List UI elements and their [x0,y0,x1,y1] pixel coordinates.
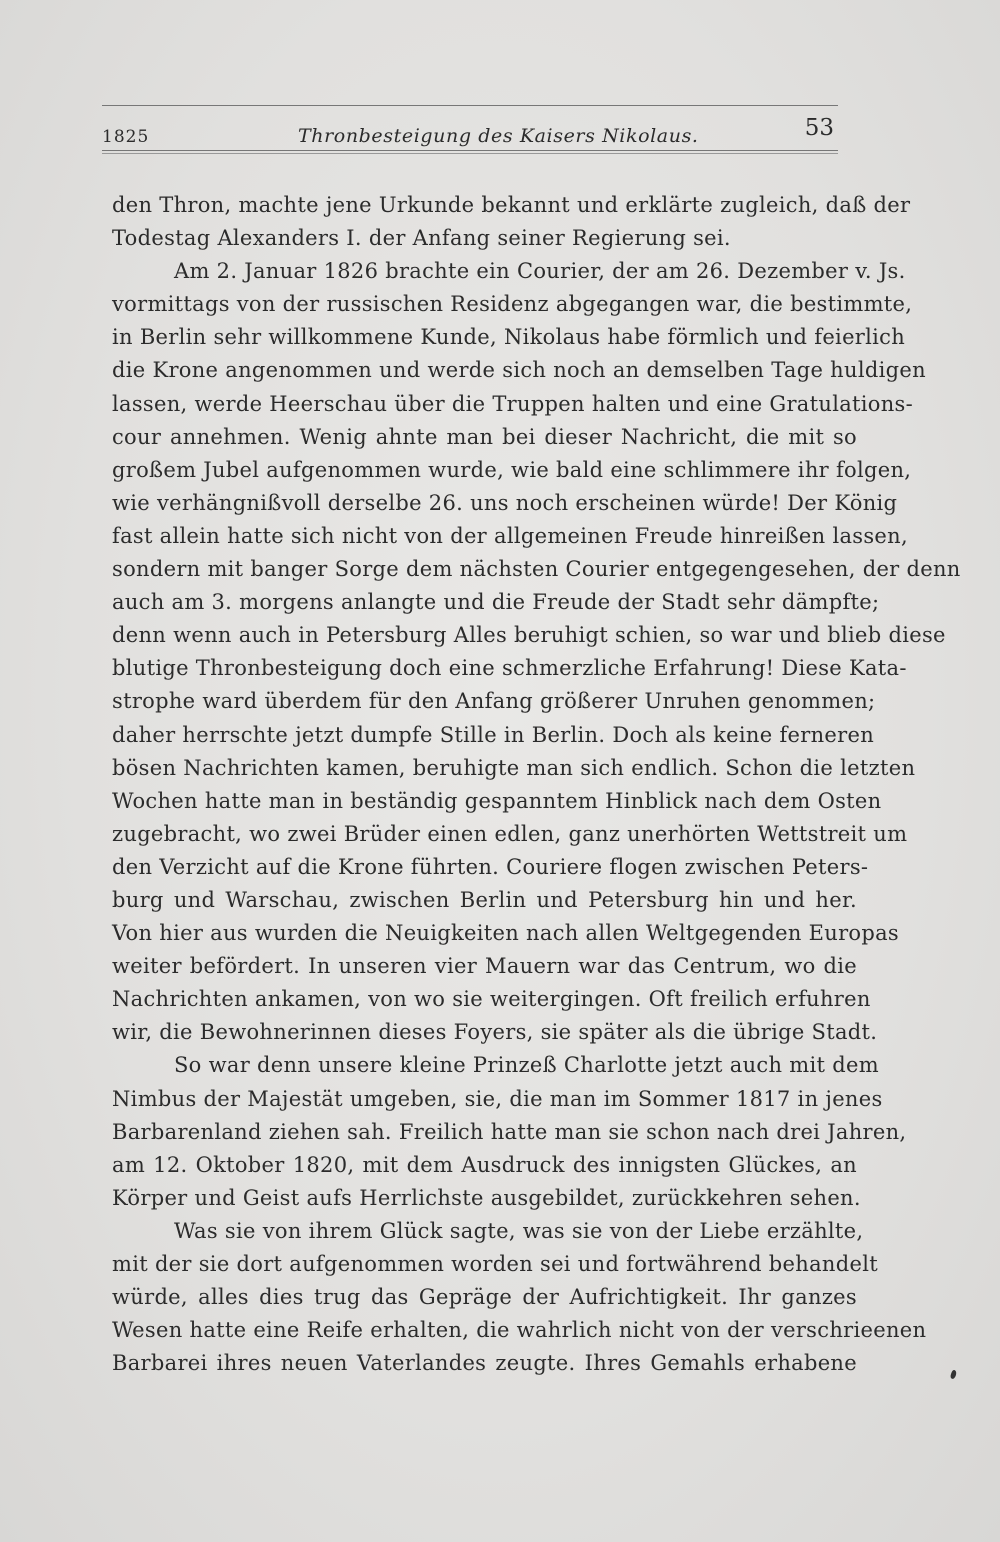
text-line: Am 2. Januar 1826 brachte ein Courier, der am 26. Dezember v. Js. [174,259,906,284]
text-line: wie verhängnißvoll derselbe 26. uns noch erscheinen würde! Der König [112,490,898,515]
text-line: burg und Warschau, zwischen Berlin und Petersburg hin und her. [112,887,857,912]
running-head [102,103,838,155]
text-line: weiter befördert. In unseren vier Mauern war das Centrum, wo die [112,954,857,979]
text-line: am 12. Oktober 1820, mit dem Ausdruck des innigsten Glückes, an [112,1152,857,1177]
text-line: strophe ward überdem für den Anfang größerer Unruhen genommen; [112,689,876,714]
text-line: die Krone angenommen und werde sich noch an demselben Tage huldigen [112,358,926,383]
text-line: auch am 3. morgens anlangte und die Freude der Stadt sehr dämpfte; [112,590,880,615]
header-rule-bottom-thin [102,153,838,154]
text-line: vormittags von der russischen Residenz abgegangen war, die bestimmte, [112,292,913,317]
text-line: Nachrichten ankamen, von wo sie weitergingen. Oft freilich erfuhren [112,987,871,1012]
header-rule-bottom [102,150,838,151]
text-line: denn wenn auch in Petersburg Alles beruhigt schien, so war und blieb diese [112,623,946,648]
text-line: So war denn unsere kleine Prinzeß Charlotte jetzt auch mit dem [174,1053,879,1078]
text-line: wir, die Bewohnerinnen dieses Foyers, sie später als die übrige Stadt. [112,1020,878,1045]
text-line: Wesen hatte eine Reife erhalten, die wahrlich nicht von der verschrieenen [112,1318,927,1343]
text-line: cour annehmen. Wenig ahnte man bei dieser Nachricht, die mit so [112,424,857,449]
text-line: den Thron, machte jene Urkunde bekannt und erklärte zugleich, daß der [112,193,911,217]
text-line: in Berlin sehr willkommene Kunde, Nikolaus habe förmlich und feierlich [112,325,906,350]
text-line: daher herrschte jetzt dumpfe Stille in Berlin. Doch als keine ferneren [112,722,875,747]
header-year: 1825 [102,127,150,147]
text-line: Von hier aus wurden die Neuigkeiten nach allen Weltgegenden Europas [112,921,900,946]
body-text [112,189,961,1380]
text-line: sondern mit banger Sorge dem nächsten Courier entgegengesehen, der denn [112,557,961,582]
text-line: Barbarenland ziehen sah. Freilich hatte man sie schon nach drei Jahren, [112,1119,907,1144]
ink-speck [950,1369,958,1379]
text-line: Wochen hatte man in beständig gespanntem Hinblick nach dem Osten [112,788,882,813]
text-line: blutige Thronbesteigung doch eine schmerzliche Erfahrung! Diese Kata- [112,656,907,681]
text-line: Barbarei ihres neuen Vaterlandes zeugte. Ihres Gemahls erhabene [112,1351,857,1376]
text-line: Todestag Alexanders I. der Anfang seiner Regierung sei. [112,226,731,251]
text-line: lassen, werde Heerschau über die Truppen halten und eine Gratulations- [112,391,914,416]
text-line: würde, alles dies trug das Gepräge der Aufrichtigkeit. Ihr ganzes [112,1285,857,1310]
page-number: 53 [804,115,834,141]
text-line: Körper und Geist aufs Herrlichste ausgebildet, zurückkehren sehen. [112,1185,861,1210]
header-rule-top [102,105,838,106]
text-line: bösen Nachrichten kamen, beruhigte man sich endlich. Schon die letzten [112,755,916,780]
text-line: großem Jubel aufgenommen wurde, wie bald eine schlimmere ihr folgen, [112,457,912,482]
text-line: fast allein hatte sich nicht von der allgemeinen Freude hinreißen lassen, [112,523,908,548]
text-line: Was sie von ihrem Glück sagte, was sie von der Liebe erzählte, [174,1218,864,1243]
header-title: Thronbesteigung des Kaisers Nikolaus. [298,125,699,147]
text-line: Nimbus der Majestät umgeben, sie, die man im Sommer 1817 in jenes [112,1086,883,1111]
text-line: mit der sie dort aufgenommen worden sei und fortwährend behandelt [112,1252,878,1276]
text-line: den Verzicht auf die Krone führten. Couriere flogen zwischen Peters- [112,854,869,879]
text-line: zugebracht, wo zwei Brüder einen edlen, ganz unerhörten Wettstreit um [112,821,908,846]
